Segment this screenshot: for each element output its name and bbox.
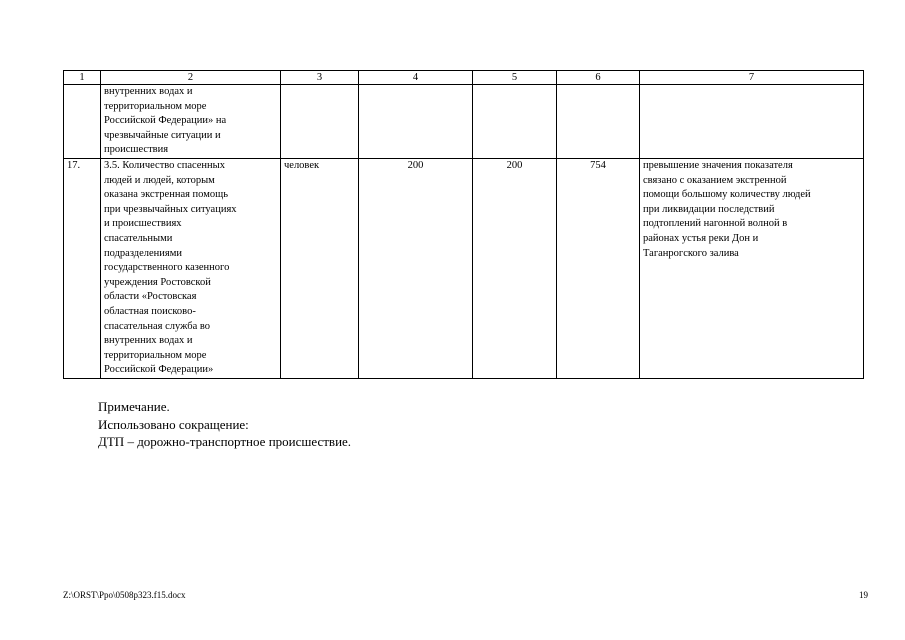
text-line: территориальном море: [104, 349, 207, 361]
table-row: [64, 85, 864, 159]
text-line: спасательная служба во: [104, 320, 211, 332]
table-row: [64, 158, 864, 378]
note-line: ДТП – дорожно-транспортное происшествие.: [98, 434, 352, 449]
header-cell: 7: [640, 71, 864, 85]
text-line: превышение значения показателя: [643, 159, 793, 171]
header-cell: 4: [359, 71, 473, 85]
text-line: Российской Федерации»: [104, 364, 214, 376]
indicator-description: [101, 85, 281, 159]
header-row: [64, 71, 864, 85]
note-block: [98, 398, 351, 451]
text-line: и происшествиях: [104, 218, 182, 230]
note-title: Примечание.: [98, 399, 170, 414]
explanation-cell: [640, 158, 864, 378]
text-line: территориальном море: [104, 100, 207, 112]
text-line: области «Ростовская: [104, 291, 197, 303]
text-line: при чрезвычайных ситуациях: [104, 203, 237, 215]
header-cell: 5: [473, 71, 557, 85]
value-cell: [557, 85, 640, 159]
row-number: [64, 85, 101, 159]
value-cell: 200: [359, 158, 473, 378]
text-line: подразделениями: [104, 247, 183, 259]
unit-cell: человек: [281, 158, 359, 378]
header-cell: 1: [64, 71, 101, 85]
text-line: подтоплений нагонной волной в: [643, 218, 788, 230]
data-table: [63, 70, 864, 379]
text-line: оказана экстренная помощь: [104, 189, 228, 201]
text-line: внутренних водах и: [104, 86, 193, 97]
value-cell: [473, 85, 557, 159]
text-line: 3.5. Количество спасенных: [104, 159, 225, 171]
text-line: государственного казенного: [104, 262, 230, 274]
text-line: Таганрогского залива: [643, 247, 739, 259]
note-line: Использовано сокращение:: [98, 416, 249, 432]
text-line: внутренних водах и: [104, 335, 193, 347]
value-cell: 200: [473, 158, 557, 378]
text-line: спасательными: [104, 232, 173, 244]
page-number: 19: [859, 590, 868, 600]
text-line: чрезвычайные ситуации и: [104, 129, 221, 141]
text-line: происшествия: [104, 144, 169, 156]
text-line: районах устья реки Дон и: [643, 232, 759, 244]
header-cell: 3: [281, 71, 359, 85]
indicator-description: [101, 158, 281, 378]
text-line: помощи большому количеству людей: [643, 189, 811, 201]
value-cell: 754: [557, 158, 640, 378]
text-line: связано с оказанием экстренной: [643, 174, 787, 186]
value-cell: [359, 85, 473, 159]
text-line: людей и людей, которым: [104, 174, 215, 186]
row-number: 17.: [64, 158, 101, 378]
header-cell: 2: [101, 71, 281, 85]
text-line: учреждения Ростовской: [104, 276, 211, 288]
explanation-cell: [640, 85, 864, 159]
text-line: областная поисково-: [104, 305, 196, 317]
text-line: Российской Федерации» на: [104, 115, 227, 127]
unit-cell: [281, 85, 359, 159]
header-cell: 6: [557, 71, 640, 85]
file-path: Z:\ORST\Ppo\0508p323.f15.docx: [63, 590, 186, 600]
text-line: при ликвидации последствий: [643, 203, 775, 215]
